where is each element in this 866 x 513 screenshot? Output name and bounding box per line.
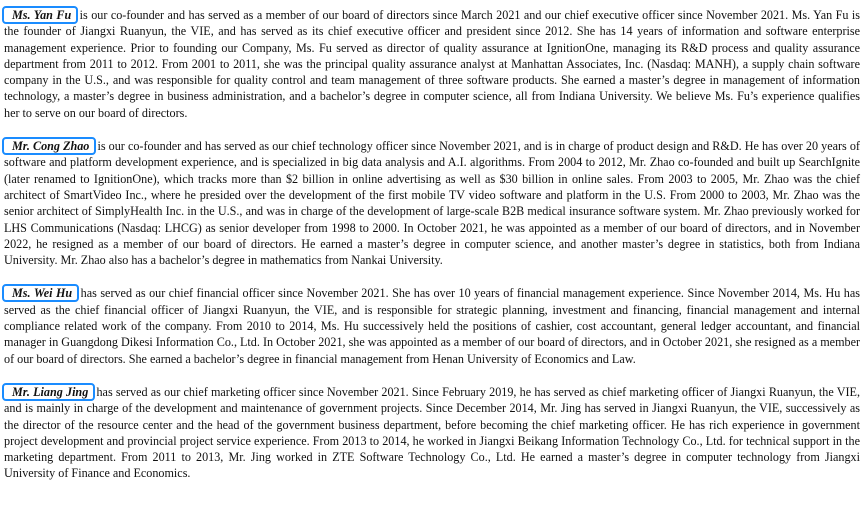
bio-text-liang-jing: has served as our chief marketing officer since November 2021. Since February 2019, he has served as chief marketing officer of Jiangxi Ruanyun, the VIE, and is mainly in charge of the development and maintenance of government projects. Since December 2014, Mr. Jing has served in Jiangxi Ruanyun, the VIE, successively as the director of the resource center and the head of the government business department, before becoming the chief marketing officer. He has rich experience in government project development and provincial project service experience. From 2013 to 2014, he worked in Jiangxi Beikang Information Technology Co., Ltd. for technical support in the marketing department. From 2011 to 2013, Mr. Jing worked in ZTE Software Technology Co., Ltd. He earned a master’s degree in computer technology from Jiangxi University of Finance and Economics. <box>4 384 860 481</box>
person-name-liang-jing: Mr. Liang Jing <box>4 385 93 399</box>
bio-text-yan-fu: is our co-founder and has served as a member of our board of directors since March 2021 and our chief executive officer since November 2021. Ms. Yan Fu is the founder of Jiangxi Ruanyun, the VIE, and has served as its chief executive officer and president since 2012. She has 14 years of information and software enterprise management experience. Prior to founding our Company, Ms. Fu served as director of quality assurance at IgnitionOne, managing its R&D process and quality assurance department from 2011 to 2012. From 2001 to 2011, she was the principal quality assurance analyst at Manhattan Associates, Inc. (Nasdaq: MANH), a supply chain software company in the U.S., and was responsible for quality control and team management of three software products. She earned a master’s degree in management of information technology, a master’s degree in business administration, and a bachelor’s degree in computer science, all from Indiana University. We believe Ms. Fu’s experience qualifies her to serve on our board of directors. <box>4 8 860 120</box>
person-name-yan-fu: Ms. Yan Fu <box>4 8 76 22</box>
bio-paragraph-liang-jing <box>4 384 860 482</box>
bio-paragraph-cong-zhao <box>4 138 860 268</box>
person-name-cong-zhao: Mr. Cong Zhao <box>4 139 94 153</box>
person-name-wei-hu: Ms. Wei Hu <box>4 286 77 300</box>
bio-text-cong-zhao: is our co-founder and has served as our chief technology officer since November 2021, and is in charge of product design and R&D. He has over 20 years of software and platform development experience, and is specialized in big data analysis and A.I. algorithms. From 2004 to 2012, Mr. Zhao co-founded and built up SearchIgnite (later renamed to IgnitionOne), which tracks more than $2 billion in online advertising as well as $30 billion in online sales. From 2003 to 2005, Mr. Zhao was the chief architect of SmartVideo Inc., where he presided over the development of the first mobile TV video software and platform in the U.S. From 2000 to 2003, Mr. Zhao was the senior architect of SimplyHealth Inc. in the U.S., and was in charge of the development of large-scale B2B medical insurance software system. Mr. Zhao previously worked for LHS Communications (Nasdaq: LHCG) as senior developer from 1998 to 2000. In October 2021, he was appointed as a member of our board of directors, and in November 2022, he resigned as a member of our board of directors. He earned a master’s degree in computer science, and another master’s degree in statistics, both from Indiana University. Mr. Zhao also has a bachelor’s degree in mathematics from Nankai University. <box>4 139 860 268</box>
bio-paragraph-yan-fu <box>4 7 860 121</box>
bio-text-wei-hu: has served as our chief financial officer since November 2021. She has over 10 years of financial management experience. Since November 2014, Ms. Hu has served as the chief financial officer of Jiangxi Ruanyun, the VIE, and is responsible for strategic planning, investment and financing, financial management and internal compliance related work of the company. From 2010 to 2014, Ms. Hu successively held the positions of cashier, cost accountant, general ledger accountant, and financial manager in Guangdong Dikesi Information Co., Ltd. In October 2021, she was appointed as a member of our board of directors, and in October 2021, she resigned as a member of our board of directors. She earned a bachelor’s degree in financial management from Henan University of Economics and Law. <box>4 286 861 366</box>
bio-paragraph-wei-hu <box>4 285 860 366</box>
document-body <box>4 7 860 482</box>
